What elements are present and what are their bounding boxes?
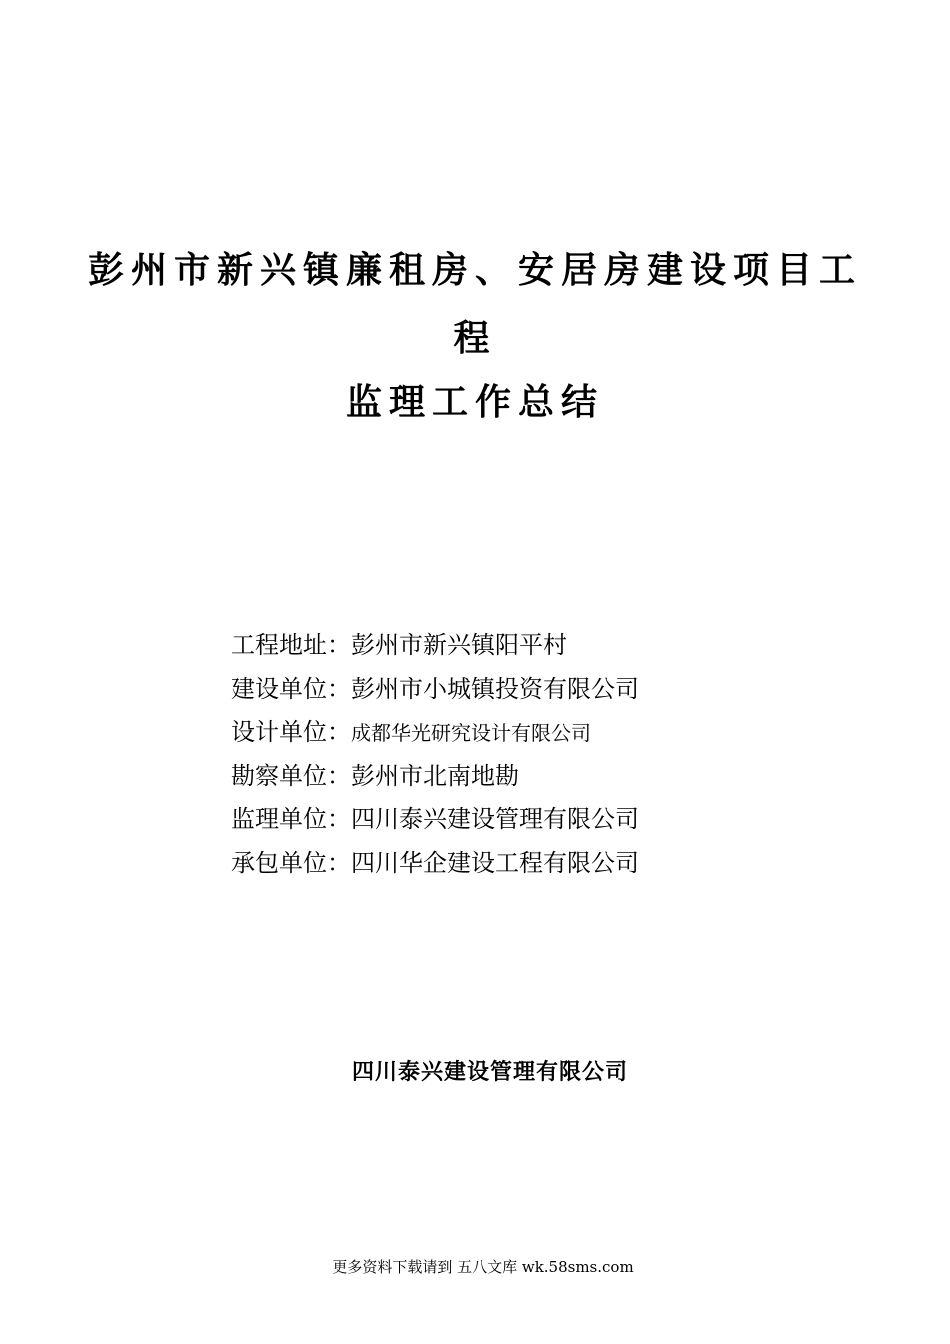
info-label: 勘察单位： — [231, 761, 351, 790]
info-row-supervisor — [231, 798, 639, 842]
title-line-1: 彭州市新兴镇廉租房、安居房建设项目工 — [87, 249, 862, 291]
title-line-3: 监理工作总结 — [345, 381, 604, 423]
info-label: 设计单位： — [231, 718, 351, 746]
info-row-address — [231, 624, 639, 668]
info-value: 彭州市小城镇投资有限公司 — [351, 674, 639, 703]
info-row-contractor — [231, 842, 639, 886]
info-row-owner — [231, 668, 639, 712]
info-value: 彭州市新兴镇阳平村 — [351, 631, 567, 659]
info-label: 工程地址： — [231, 631, 351, 659]
info-label: 建设单位： — [231, 674, 351, 703]
info-row-survey — [231, 755, 639, 799]
title-line-2: 程 — [453, 317, 497, 359]
info-value: 成都华光研究设计有限公司 — [351, 721, 591, 745]
info-label: 监理单位： — [231, 805, 351, 833]
info-row-designer — [231, 711, 639, 755]
issuing-company: 四川泰兴建设管理有限公司 — [351, 1060, 628, 1085]
info-value: 四川泰兴建设管理有限公司 — [351, 805, 639, 833]
page-footer: 更多资料下载请到 五八文库 wk.58sms.com — [332, 1258, 634, 1276]
info-value: 四川华企建设工程有限公司 — [351, 848, 639, 877]
project-info — [231, 624, 639, 885]
info-value: 彭州市北南地勘 — [351, 761, 519, 790]
info-label: 承包单位： — [231, 848, 351, 877]
